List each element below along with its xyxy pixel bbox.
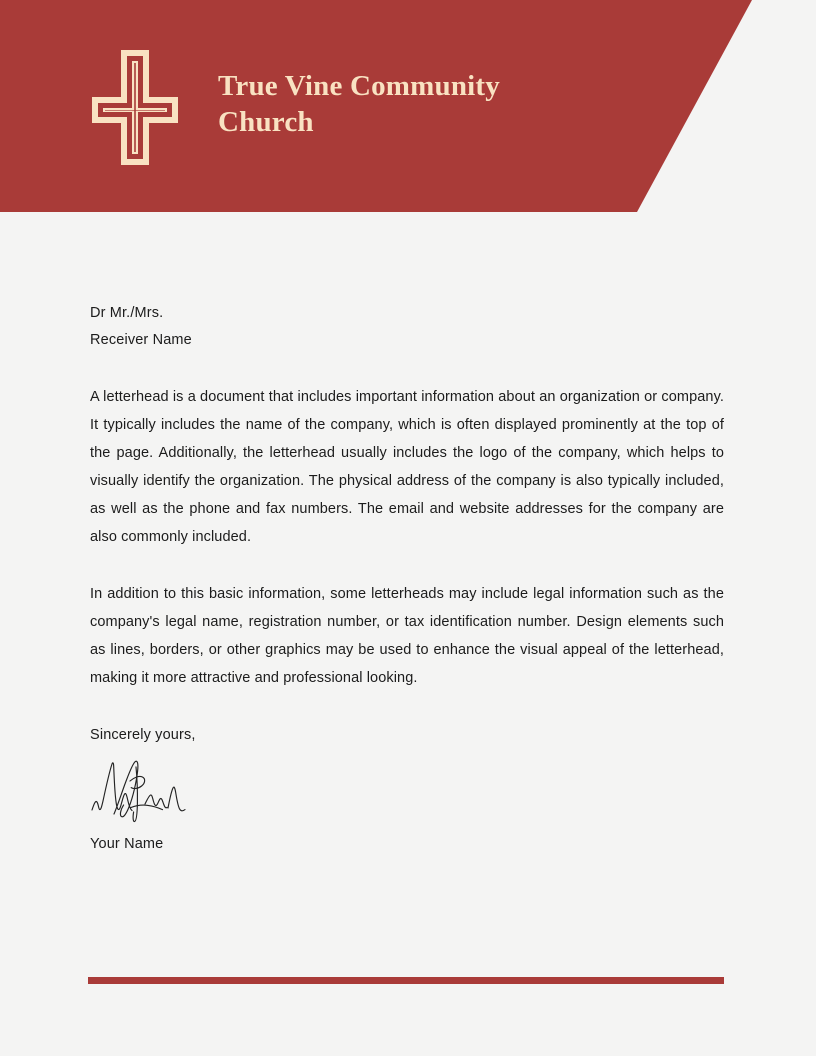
signer-name: Your Name — [90, 836, 164, 852]
header-content — [0, 0, 816, 212]
closing-line: Sincerely yours, — [90, 727, 196, 743]
recipient-name: Receiver Name — [90, 332, 192, 348]
body-paragraph-2: In addition to this basic information, some letterheads may include legal information such as the company's legal name, registration number, or tax identification number. Design elements such as lines, borders, or other graphics may be used to enhance the visual appeal of the letterhead, making it more attractive and professional looking. — [90, 586, 724, 686]
cross-icon — [92, 50, 178, 165]
handwritten-signature-icon — [90, 751, 200, 825]
recipient-salutation: Dr Mr./Mrs. — [90, 305, 164, 321]
body-paragraph-1: A letterhead is a document that includes important information about an organization or company. It typically includes the name of the company, which is often displayed prominently at the top of the page. Additionally, the letterhead usually includes the logo of the company, which helps to visually identify the organization. The physical address of the company is also typically included, as well as the phone and fax numbers. The email and website addresses for the company are also commonly included. — [90, 389, 724, 545]
letter-body — [90, 300, 724, 855]
footer-divider — [88, 977, 724, 984]
recipient-block — [90, 300, 724, 354]
page-title: True Vine Community Church — [218, 70, 500, 138]
